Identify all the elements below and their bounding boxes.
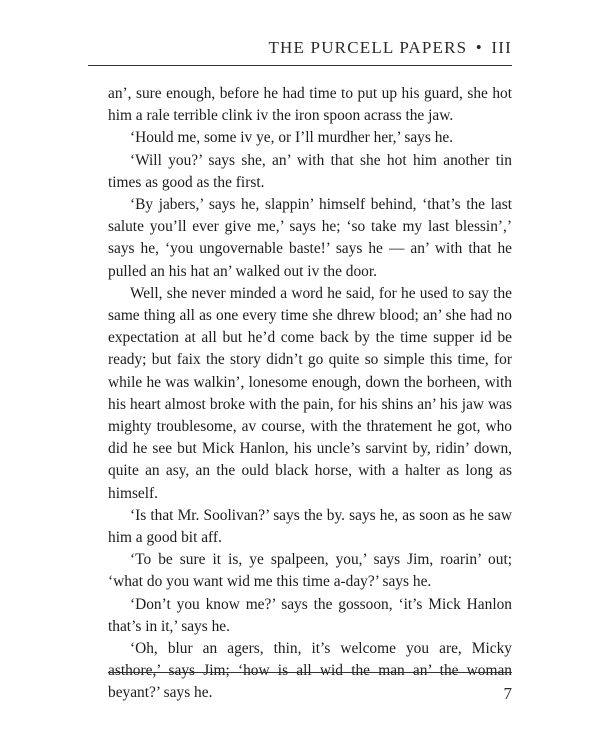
header-rule [88,65,512,66]
book-title: THE PURCELL PAPERS [268,38,468,57]
title-separator: • [475,38,483,57]
running-head [268,38,512,58]
paragraph: Well, she never minded a word he said, for he used to say the same thing all as one every time she dhrew blood; an’ she had no expectation at all but he’d come back by the time supper id be ready; but faix the story didn’t go quite so simple this time, for while he was walkin’, lonesome enough, down the borheen, with his heart almost broke with the pain, for his shins an’ his jaw was mighty troublesome, av course, with the thratement he got, who did he see but Mick Hanlon, his uncle’s sarvint by, ridin’ down, quite an asy, an the ould black horse, with a halter as long as himself. [108,284,512,502]
paragraph: ‘To be sure it is, ye spalpeen, you,’ says Jim, roarin’ out; ‘what do you want wid me this time a-day?’ says he. [108,551,512,591]
body-text [108,83,512,705]
paragraph: ‘By jabers,’ says he, slappin’ himself behind, ‘that’s the last salute you’ll ever give me,’ says he; ‘so take my last blessin’,’ says he, ‘you ungovernable baste!’ says he — an’ with that he pulled an his hat an’ walked out iv the door. [108,196,512,280]
page-number: 7 [503,684,512,703]
paragraph: an’, sure enough, before he had time to put up his guard, she hot him a rale terrible clink iv the iron spoon acrass the jaw. [108,85,512,125]
paragraph: ‘Oh, blur an agers, thin, it’s welcome you are, Micky asthore,’ says Jim; ‘how is all wid the man an’ the woman beyant?’ says he. [108,640,512,702]
paragraph: ‘Will you?’ says she, an’ with that she hot him another tin times as good as the first. [108,151,512,191]
volume-number: III [491,38,512,57]
paragraph: ‘Hould me, some iv ye, or I’ll murdher her,’ says he. [130,129,454,147]
paragraph: ‘Is that Mr. Soolivan?’ says the by. says he, as soon as he saw him a good bit aff. [108,506,512,547]
footer-rule [108,672,512,673]
paragraph: ‘Don’t you know me?’ says the gossoon, ‘it’s Mick Hanlon that’s in it,’ says he. [108,595,512,635]
